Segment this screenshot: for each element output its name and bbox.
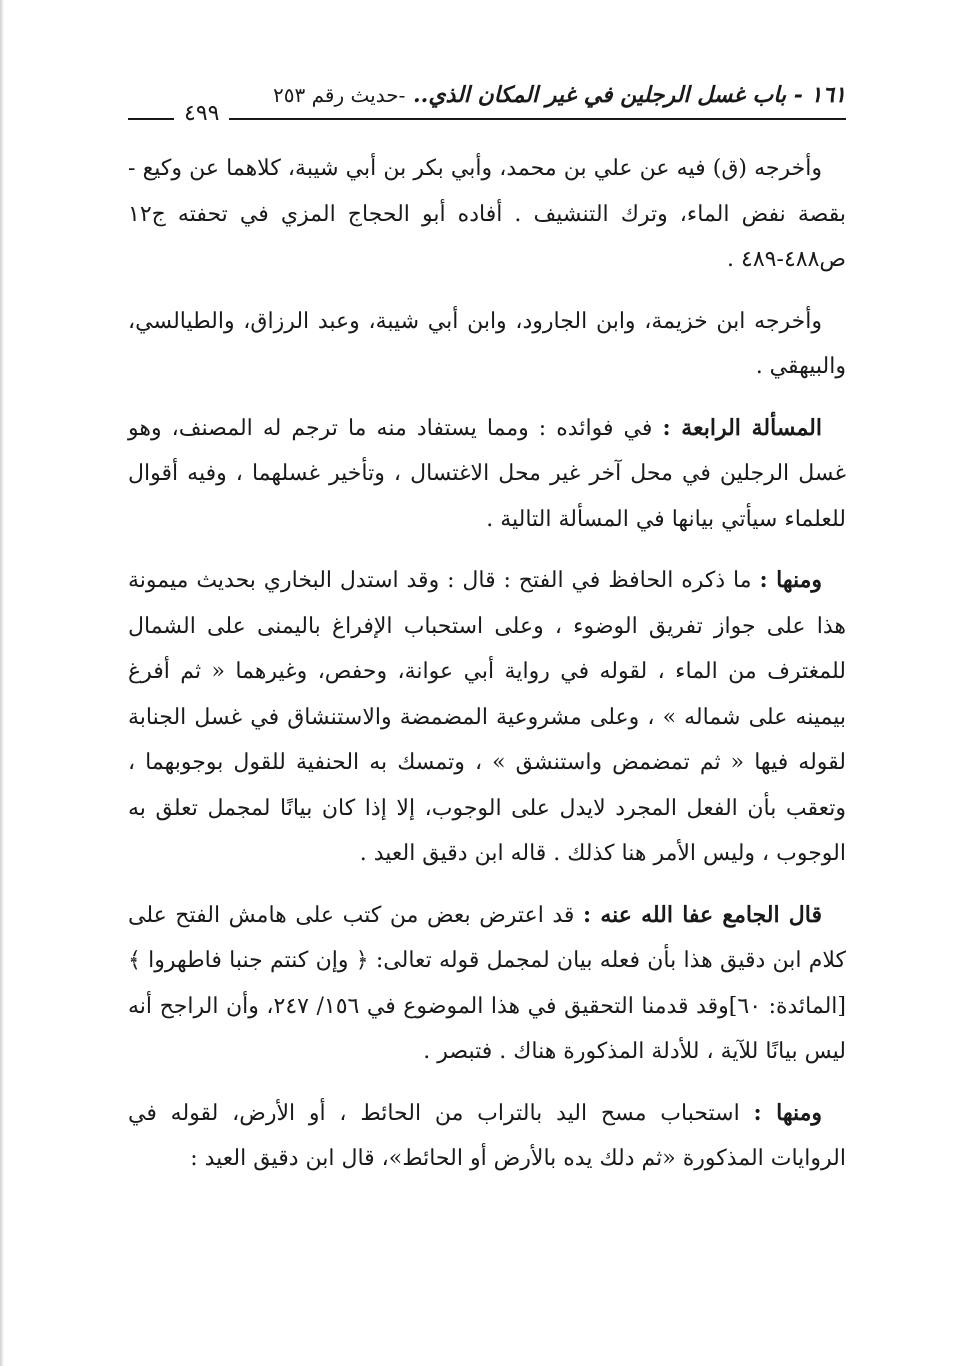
page-body (128, 146, 846, 1198)
page-edge-shadow (0, 0, 4, 1366)
chapter-title (273, 82, 846, 108)
paragraph-takhrij-2 (128, 299, 846, 390)
paragraph-lead: قال الجامع عفا الله عنه : (582, 901, 823, 928)
paragraph-text: وأخرجه ابن خزيمة، وابن الجارود، وابن أبي شيبة، وعبد الرزاق، والطيالسي، والبيهقي . (128, 308, 846, 379)
paragraph-text: في فوائده : ومما يستفاد منه ما ترجم له المصنف، وهو غسل الرجلين في محل آخر غير محل الاغتسال ، وتأخير غسلهما ، وفيه أقوال للعلماء سيأتي بيانها في المسألة التالية . (128, 415, 846, 532)
chapter-title-text: ١٦١ - باب غسل الرجلين في غير المكان الذي.. (405, 82, 846, 108)
header-rule (128, 118, 846, 120)
paragraph-jami-comment (128, 893, 846, 1075)
page-number: ٤٩٩ (174, 101, 229, 126)
running-header (128, 78, 846, 128)
paragraph-text: ما ذكره الحافظ في الفتح : قال : وقد استدل البخاري بحديث ميمونة هذا على جواز تفريق الوضوء ، وعلى استحباب الإفراغ باليمنى على الشمال للمغترف من الماء ، لقوله في رواية أبي عوانة، وحفص، وغيرهما « ثم أفرغ بيمينه على شماله » ، وعلى مشروعية المضمضة والاستنشاق في غسل الجنابة لقوله فيها « ثم تمضمض واستنشق » ، وتمسك به الحنفية للقول بوجوبهما ، وتعقب بأن الفعل المجرد لايدل على الوجوب، إلا إذا كان بيانًا لمجمل تعلق به الوجوب ، وليس الأمر هنا كذلك . قاله ابن دقيق العيد . (128, 568, 847, 866)
paragraph-lead: ومنها : (753, 1099, 823, 1126)
hadith-reference: -حديث رقم ٢٥٣ (273, 83, 406, 107)
paragraph-masala-4 (128, 406, 846, 543)
paragraph-text: قد اعترض بعض من كتب على هامش الفتح على كلام ابن دقيق هذا بأن فعله بيان لمجمل قوله تعالى: ﴿ وإن كنتم جنبا فاطهروا ﴾ [المائدة: ٦٠]وقد قدمنا التحقيق في هذا الموضوع في ١٥٦/ ٢٤٧، وأن الراجح أنه ليس بيانًا للآية ، للأدلة المذكورة هناك . فتبصر . (128, 902, 846, 1064)
paragraph-minha-1 (128, 558, 846, 877)
paragraph-text: استحباب مسح اليد بالتراب من الحائط ، أو الأرض، لقوله في الروايات المذكورة «ثم دلك يده بالأرض أو الحائط»، قال ابن دقيق العيد : (128, 1100, 846, 1171)
paragraph-lead: المسألة الرابعة : (662, 414, 822, 441)
paragraph-takhrij-1 (128, 146, 846, 283)
paragraph-minha-2 (128, 1091, 846, 1182)
paragraph-lead: ومنها : (759, 567, 823, 593)
paragraph-text: وأخرجه (ق) فيه عن علي بن محمد، وأبي بكر بن أبي شيبة، كلاهما عن وكيع - بقصة نفض الماء، وترك التنشيف . أفاده أبو الحجاج المزي في تحفته ج١٢ ص٤٨٨-٤٨٩ . (128, 156, 846, 272)
